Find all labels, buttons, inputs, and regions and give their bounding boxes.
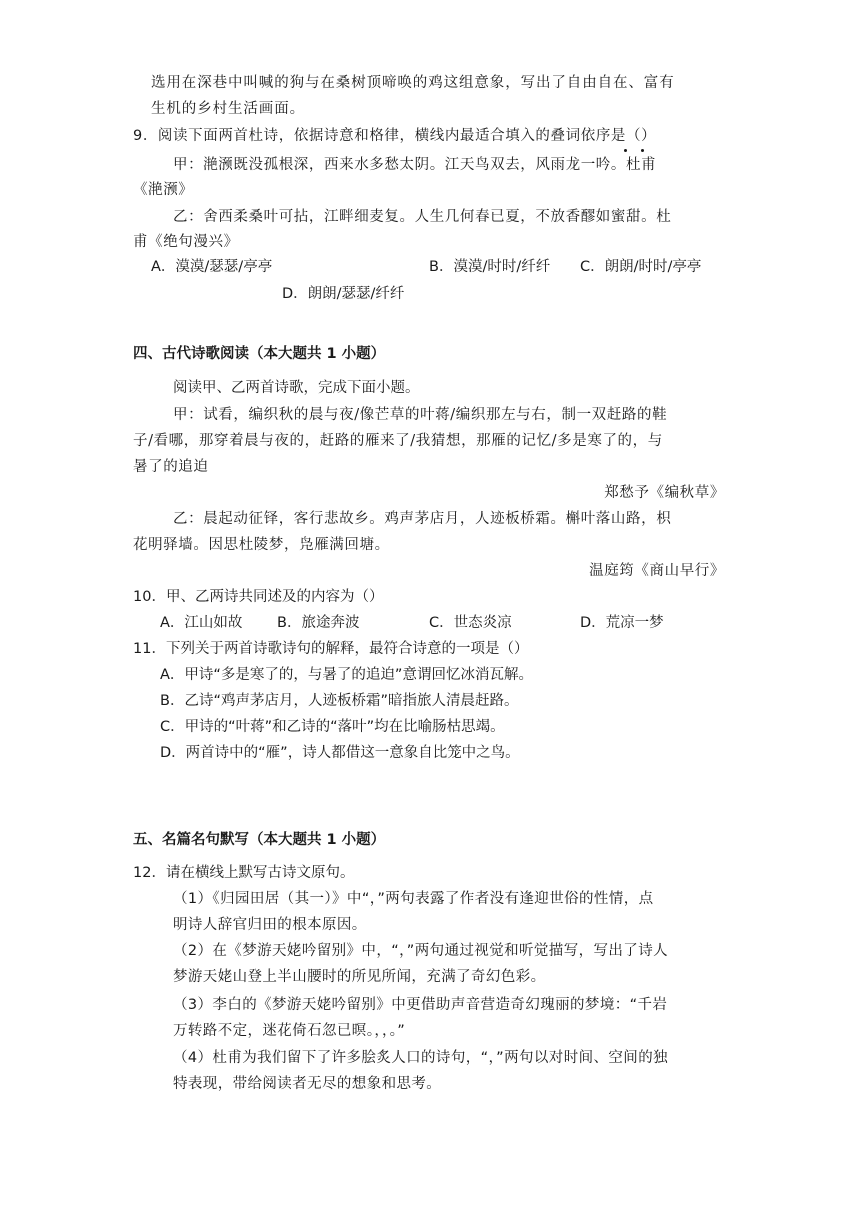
q11-option-b[interactable]: B．乙诗“鸡声茅店月，人迹板桥霜”暗指旅人清晨赶路。 xyxy=(160,693,519,709)
q9-poem-jia-line-2: 《滟滪》 xyxy=(133,182,194,198)
section-4-intro: 阅读甲、乙两首诗歌，完成下面小题。 xyxy=(173,380,420,396)
poem-yi-line-1: 乙：晨起动征铎，客行悲故乡。鸡声茅店月，人迹板桥霜。槲叶落山路，枳 xyxy=(173,511,672,527)
q12-part-1-line-1: （1）《归园田居（其一）》中“，”两句表露了作者没有逢迎世俗的性情，点 xyxy=(173,891,654,907)
question-12-stem: 12．请在横线上默写古诗文原句。 xyxy=(133,865,355,881)
q12-part-4-line-1: （4）杜甫为我们留下了许多脍炙人口的诗句，“，”两句以对时间、空间的独 xyxy=(173,1050,668,1066)
poem-jia-line-1: 甲：试看，编织秋的晨与夜/像芒草的叶蒋/编织那左与右，制一双赶路的鞋 xyxy=(173,407,668,423)
q12-part-2-line-2: 梦游天姥山登上半山腰时的所见所闻，充满了奇幻色彩。 xyxy=(173,969,546,985)
q9-option-d[interactable]: D．朗朗/瑟瑟/纤纤 xyxy=(282,286,405,302)
q12-part-4-line-2: 特表现，带给阅读者无尽的想象和思考。 xyxy=(173,1076,442,1092)
q9-option-c[interactable]: C．朗朗/时时/亭亭 xyxy=(580,259,702,275)
question-11-stem: 11．下列关于两首诗歌诗句的解释，最符合诗意的一项是（） xyxy=(133,641,529,657)
q9-poem-yi-line-2: 甫《绝句漫兴》 xyxy=(133,234,239,250)
poem-yi-line-2: 花明驿墙。因思杜陵梦，凫雁满回塘。 xyxy=(133,537,390,553)
q8-explanation-line-1: 选用在深巷中叫喊的狗与在桑树顶啼唤的鸡这组意象，写出了自由自在、富有 xyxy=(151,75,675,91)
q12-part-1-line-2: 明诗人辞官归田的根本原因。 xyxy=(173,917,367,933)
q10-option-a[interactable]: A．江山如故 xyxy=(160,615,243,631)
q9-poem-yi-line-1: 乙：舍西柔桑叶可拈，江畔细麦复。人生几何春已夏，不放香醪如蜜甜。杜 xyxy=(173,209,672,225)
q8-explanation-line-2: 生机的乡村生活画面。 xyxy=(151,101,305,117)
q11-option-c[interactable]: C．甲诗的“叶蒋”和乙诗的“落叶”均在比喻肠枯思竭。 xyxy=(160,719,505,735)
q11-option-a[interactable]: A．甲诗“多是寒了的，与暑了的追迫”意谓回忆冰消瓦解。 xyxy=(160,667,533,683)
question-9-stem: 9．阅读下面两首杜诗，依据诗意和格律，横线内最适合填入的叠词依序是（） xyxy=(133,128,657,144)
q10-option-b[interactable]: B．旅途奔波 xyxy=(277,615,360,631)
section-4-heading: 四、古代诗歌阅读（本大题共 1 小题） xyxy=(133,346,386,362)
q12-part-3-line-1: （3）李白的《梦游天姥吟留别》中更借助声音营造奇幻瑰丽的梦境：“千岩 xyxy=(173,997,668,1013)
q10-option-d[interactable]: D．荒凉一梦 xyxy=(580,615,664,631)
q11-option-d[interactable]: D．两首诗中的“雁”，诗人都借这一意象自比笼中之鸟。 xyxy=(160,745,520,761)
q9-option-b[interactable]: B．漠漠/时时/纤纤 xyxy=(429,259,551,275)
q12-part-3-line-2: 万转路不定，迷花倚石忽已暝。，，。” xyxy=(173,1023,406,1039)
emphasis-dot-2 xyxy=(641,149,644,152)
poem-yi-source: 温庭筠《商山早行》 xyxy=(589,563,725,579)
q10-option-c[interactable]: C．世态炎凉 xyxy=(429,615,512,631)
poem-jia-line-3: 暑了的追迫 xyxy=(133,459,209,475)
section-5-heading: 五、名篇名句默写（本大题共 1 小题） xyxy=(133,832,386,848)
q9-poem-jia-line-1: 甲：滟滪既没孤根深，西来水多愁太阴。江天鸟双去，风雨龙一吟。杜甫 xyxy=(173,157,657,173)
question-10-stem: 10．甲、乙两诗共同述及的内容为（） xyxy=(133,589,384,605)
q9-option-a[interactable]: A．漠漠/瑟瑟/亭亭 xyxy=(151,259,273,275)
poem-jia-source: 郑愁予《编秋草》 xyxy=(604,485,725,501)
poem-jia-line-2: 子/看哪，那穿着晨与夜的，赶路的雁来了/我猜想，那雁的记忆/多是寒了的，与 xyxy=(133,433,663,449)
q12-part-2-line-1: （2）在《梦游天姥吟留别》中，“，”两句通过视觉和听觉描写，写出了诗人 xyxy=(173,943,668,959)
emphasis-dot-1 xyxy=(624,149,627,152)
